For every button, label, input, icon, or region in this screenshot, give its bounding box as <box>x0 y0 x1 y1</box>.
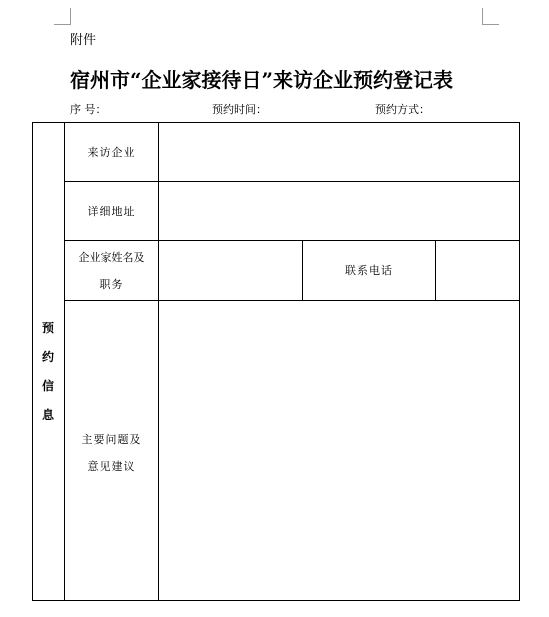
name-title-label-line-2: 职务 <box>99 278 124 291</box>
appointment-info-section-label: 预约信息 <box>41 321 54 422</box>
address-value-cell[interactable] <box>159 182 519 240</box>
phone-value-cell[interactable] <box>436 241 519 300</box>
table-border-bottom <box>32 600 520 601</box>
company-value-cell[interactable] <box>159 123 519 181</box>
company-label: 来访企业 <box>87 146 136 159</box>
address-label: 详细地址 <box>87 205 136 218</box>
appointment-method-label: 预约方式： <box>375 103 430 116</box>
issues-label-line-1: 主要问题及 <box>81 433 142 446</box>
appointment-time-label: 预约时间： <box>212 103 267 116</box>
table-border-left <box>32 122 33 601</box>
page-corner-mark-top-left <box>54 8 71 25</box>
attachment-label: 附件 <box>70 33 97 48</box>
form-title: 宿州市“企业家接待日”来访企业预约登记表 <box>70 68 454 92</box>
issues-value-cell[interactable] <box>159 301 519 600</box>
phone-label: 联系电话 <box>345 264 393 277</box>
issues-label-line-2: 意见建议 <box>87 460 136 473</box>
section-column-divider <box>64 122 65 601</box>
page-corner-mark-top-right <box>482 8 499 25</box>
name-title-label-line-1: 企业家姓名及 <box>78 251 145 264</box>
name-title-value-cell[interactable] <box>159 241 302 300</box>
table-border-right <box>519 122 520 601</box>
serial-number-label: 序 号： <box>70 103 107 116</box>
